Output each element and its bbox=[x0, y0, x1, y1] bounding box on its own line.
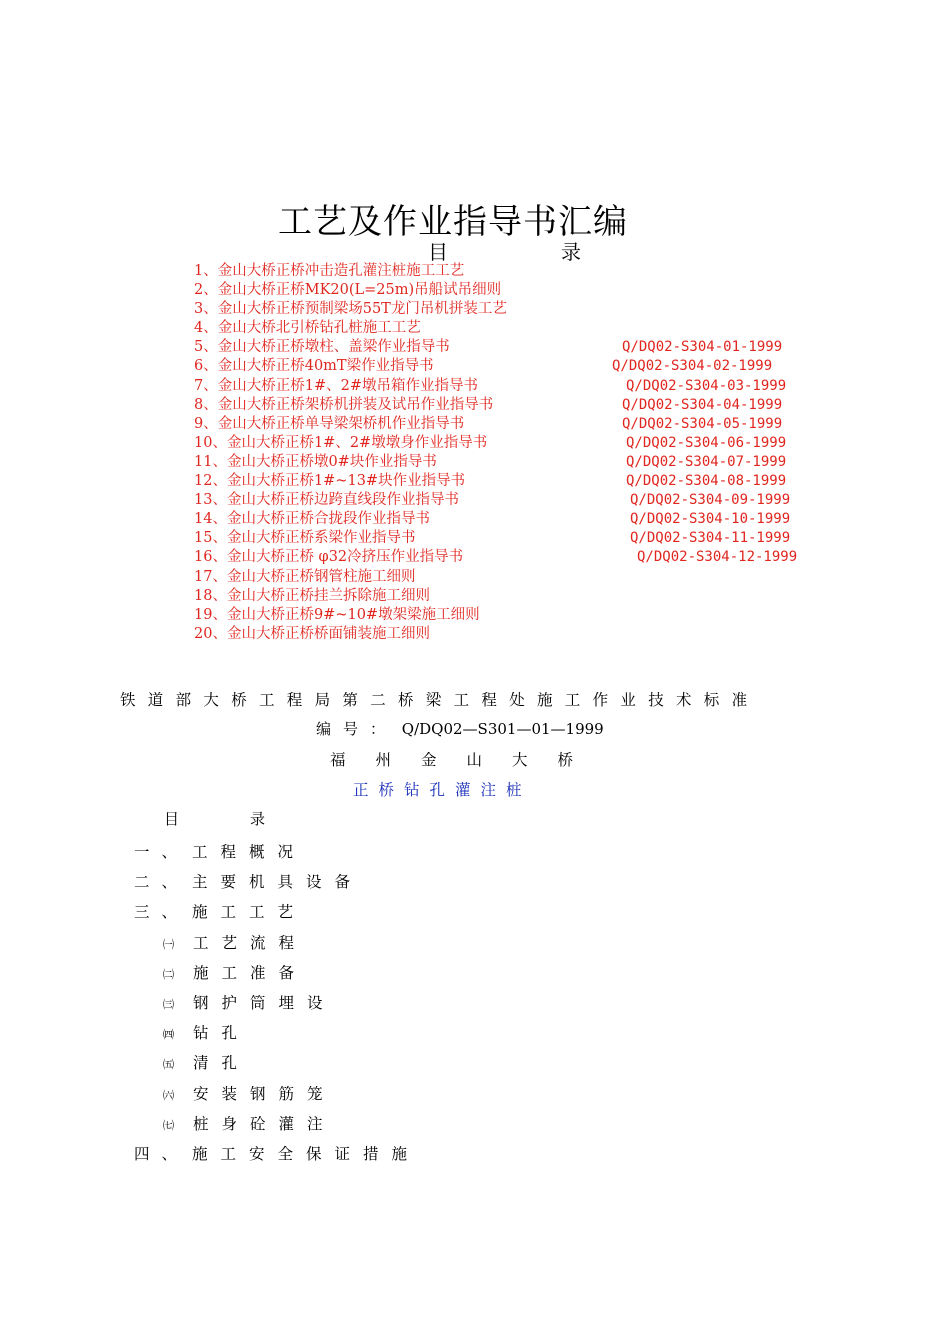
toc-item bbox=[194, 606, 834, 625]
toc-item-title: 12、金山大桥正桥1#~13#块作业指导书 bbox=[194, 473, 466, 490]
outline-item-number: 四、 bbox=[134, 1145, 190, 1163]
toc-item-code: Q/DQ02-S304-06-1999 bbox=[626, 434, 787, 451]
toc-item-title: 11、金山大桥正桥墩0#块作业指导书 bbox=[194, 453, 437, 470]
toc-item-code: Q/DQ02-S304-09-1999 bbox=[630, 492, 791, 509]
toc-item bbox=[194, 453, 834, 472]
toc-item bbox=[194, 529, 834, 548]
toc-item-title: 20、金山大桥正桥桥面铺装施工细则 bbox=[194, 625, 430, 642]
outline-item-title: 主要机具设备 bbox=[192, 873, 364, 892]
toc-item-code: Q/DQ02-S304-07-1999 bbox=[626, 453, 787, 470]
outline-item bbox=[163, 1051, 250, 1073]
toc-item bbox=[194, 377, 834, 396]
toc-item bbox=[194, 415, 834, 434]
outline-item bbox=[134, 1142, 420, 1164]
outline-item-title: 清孔 bbox=[193, 1054, 251, 1073]
standard-code-value: Q/DQ02—S301—01—1999 bbox=[401, 720, 604, 738]
outline-item-number: 二、 bbox=[134, 873, 190, 892]
toc-list bbox=[194, 262, 834, 644]
toc-item-title: 1、金山大桥正桥冲击造孔灌注桩施工工艺 bbox=[194, 263, 465, 279]
toc-item bbox=[194, 625, 834, 644]
outline-item bbox=[134, 840, 306, 862]
toc-item-title: 16、金山大桥正桥 φ32冷挤压作业指导书 bbox=[194, 549, 464, 566]
toc-item bbox=[194, 472, 834, 491]
toc-item-code: Q/DQ02-S304-11-1999 bbox=[630, 530, 791, 547]
outline-item-number: ㈥ bbox=[163, 1088, 174, 1102]
outline-item-number: ㈠ bbox=[163, 937, 174, 951]
toc-item-code: Q/DQ02-S304-01-1999 bbox=[622, 339, 783, 356]
toc-item-title: 17、金山大桥正桥钢管柱施工细则 bbox=[194, 568, 416, 585]
toc-item-title: 9、金山大桥正桥单导梁架桥机作业指导书 bbox=[194, 415, 465, 432]
subject-line: 正桥钻孔灌注桩 bbox=[353, 781, 532, 799]
toc-item-title: 10、金山大桥正桥1#、2#墩墩身作业指导书 bbox=[194, 434, 488, 451]
outline-item-number: ㈦ bbox=[163, 1118, 174, 1132]
outline-item bbox=[163, 1082, 336, 1104]
toc-item-code: Q/DQ02-S304-02-1999 bbox=[612, 358, 773, 375]
outline-item-title: 桩身砼灌注 bbox=[193, 1114, 336, 1133]
outline-item-title: 施工安全保证措施 bbox=[192, 1145, 421, 1163]
toc-item bbox=[194, 319, 834, 338]
toc-item-title: 3、金山大桥正桥预制梁场55T龙门吊机拼装工艺 bbox=[194, 301, 507, 318]
toc-heading-left: 目 bbox=[428, 240, 448, 264]
outline-item-number: ㈣ bbox=[163, 1028, 174, 1042]
toc-item-title: 7、金山大桥正桥1#、2#墩吊箱作业指导书 bbox=[194, 377, 478, 394]
toc-item bbox=[194, 434, 834, 453]
outline-item-title: 钢护筒埋设 bbox=[193, 994, 336, 1012]
organization-line: 铁道部大桥工程局第二桥梁工程处施工作业技术标准 bbox=[120, 691, 760, 709]
toc-item-code: Q/DQ02-S304-03-1999 bbox=[626, 377, 787, 394]
toc-item bbox=[194, 300, 834, 319]
outline-item-title: 施工准备 bbox=[193, 963, 308, 982]
toc-item-code: Q/DQ02-S304-10-1999 bbox=[630, 511, 791, 528]
outline-item-number: ㈢ bbox=[163, 998, 174, 1011]
toc-heading-right: 录 bbox=[561, 240, 581, 264]
outline-item-number: ㈡ bbox=[163, 967, 174, 981]
toc-item-title: 19、金山大桥正桥9#~10#墩架梁施工细则 bbox=[194, 606, 480, 623]
toc-item-code: Q/DQ02-S304-04-1999 bbox=[622, 396, 783, 413]
toc-item bbox=[194, 548, 834, 567]
outline-item bbox=[163, 961, 307, 983]
standard-code-label: 编号： bbox=[316, 720, 398, 738]
toc-item-code: Q/DQ02-S304-08-1999 bbox=[626, 473, 787, 490]
toc-item bbox=[194, 262, 834, 281]
toc-item-title: 8、金山大桥正桥架桥机拼装及试吊作业指导书 bbox=[194, 396, 494, 413]
toc-item-title: 2、金山大桥正桥MK20(L=25m)吊船试吊细则 bbox=[194, 282, 502, 299]
toc-item bbox=[194, 568, 834, 587]
toc-item bbox=[194, 281, 834, 300]
toc-item-title: 4、金山大桥北引桥钻孔桩施工工艺 bbox=[194, 320, 421, 337]
toc-item-title: 14、金山大桥正桥合拢段作业指导书 bbox=[194, 511, 430, 528]
toc-item-code: Q/DQ02-S304-05-1999 bbox=[622, 415, 783, 432]
toc-item bbox=[194, 491, 834, 510]
outline-item bbox=[134, 900, 306, 922]
outline-item-number: 三、 bbox=[134, 903, 190, 922]
outline-item-title: 安装钢筋笼 bbox=[193, 1084, 336, 1103]
toc-item-title: 18、金山大桥正桥挂兰拆除施工细则 bbox=[194, 587, 430, 604]
contents-heading-right: 录 bbox=[250, 810, 266, 828]
toc-item-title: 13、金山大桥正桥边跨直线段作业指导书 bbox=[194, 492, 459, 509]
outline-item-title: 钻孔 bbox=[193, 1024, 251, 1043]
standard-code-line bbox=[316, 718, 604, 739]
toc-item-title: 6、金山大桥正桥40mT梁作业指导书 bbox=[194, 358, 434, 375]
toc-item bbox=[194, 510, 834, 529]
place-line: 福州金山大桥 bbox=[330, 751, 604, 769]
outline-item-title: 工程概况 bbox=[192, 843, 307, 861]
toc-item-title: 15、金山大桥正桥系梁作业指导书 bbox=[194, 530, 416, 547]
main-title: 工艺及作业指导书汇编 bbox=[278, 202, 628, 242]
outline-item bbox=[163, 991, 336, 1013]
outline-item bbox=[134, 870, 363, 892]
toc-item bbox=[194, 338, 834, 357]
toc-item-code: Q/DQ02-S304-12-1999 bbox=[637, 549, 798, 566]
contents-heading-left: 目 bbox=[164, 810, 180, 828]
outline-item bbox=[163, 931, 307, 953]
outline-item bbox=[163, 1112, 336, 1134]
outline-item-number: 一、 bbox=[134, 843, 190, 861]
outline-item-number: ㈤ bbox=[163, 1058, 174, 1072]
outline-item-title: 工艺流程 bbox=[193, 933, 308, 952]
toc-item-title: 5、金山大桥正桥墩柱、盖梁作业指导书 bbox=[194, 339, 450, 356]
toc-item bbox=[194, 396, 834, 415]
outline-item bbox=[163, 1021, 250, 1043]
toc-item bbox=[194, 587, 834, 606]
outline-item-title: 施工工艺 bbox=[192, 903, 307, 922]
toc-item bbox=[194, 357, 834, 376]
